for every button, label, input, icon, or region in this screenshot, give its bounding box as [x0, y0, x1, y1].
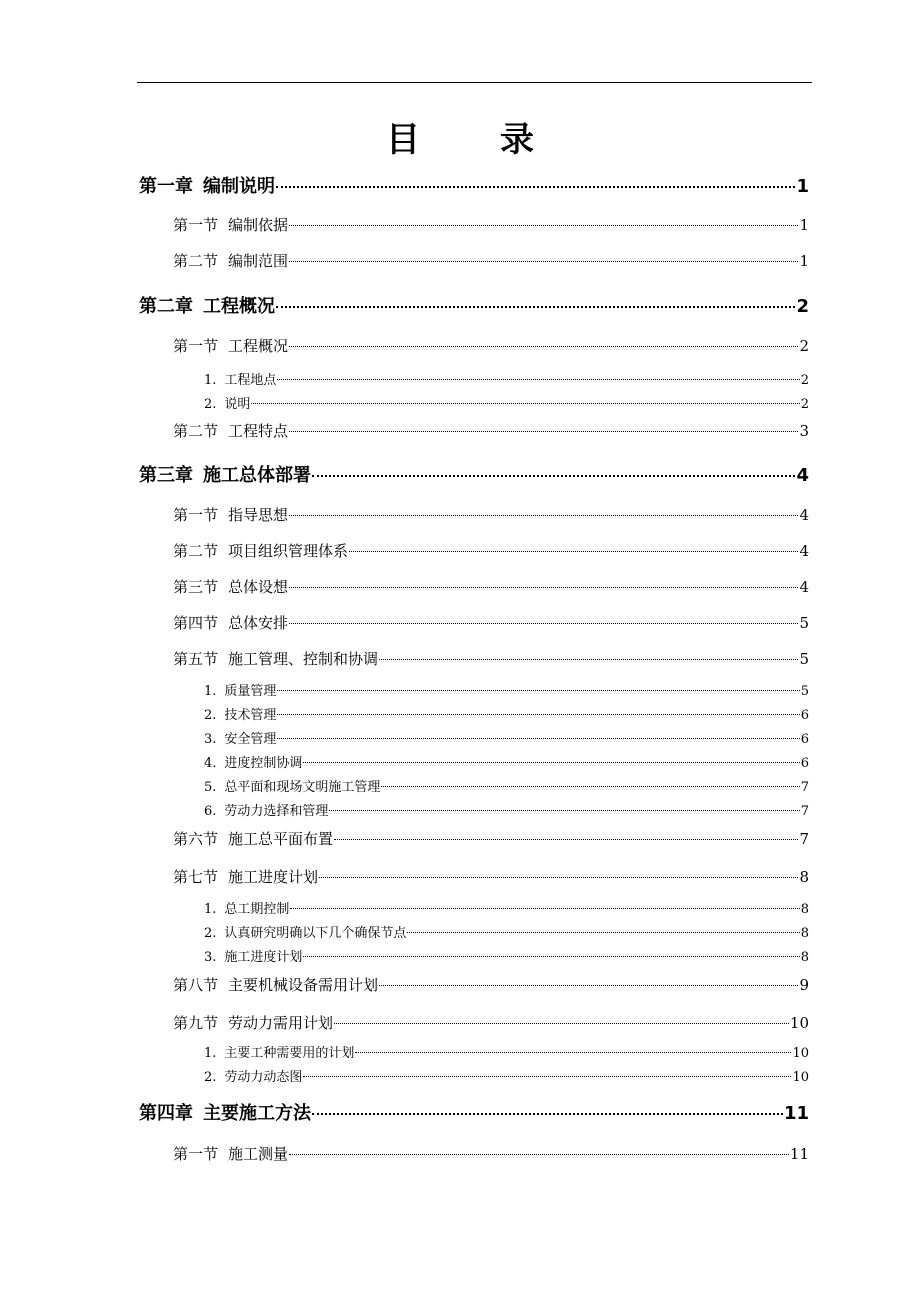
toc-section-entry[interactable] — [173, 1012, 809, 1033]
toc-entry-title: 施工测量 — [228, 1145, 289, 1163]
toc-dot-leader — [290, 908, 799, 909]
toc-page-number: 4 — [799, 506, 809, 524]
toc-dot-leader — [349, 551, 798, 552]
toc-page-number: 4 — [799, 542, 809, 560]
toc-entry-number: 6. — [204, 804, 217, 819]
toc-entry-title: 施工进度计划 — [228, 868, 319, 886]
toc-subsection-entry[interactable] — [204, 1066, 809, 1085]
toc-entry-number: 4. — [204, 756, 217, 771]
toc-subsection-entry[interactable] — [204, 369, 809, 388]
toc-dot-leader — [303, 1076, 791, 1077]
toc-entry-title: 认真研究明确以下几个确保节点 — [224, 926, 407, 941]
toc-section-entry[interactable] — [173, 540, 809, 561]
toc-dot-leader — [289, 346, 798, 347]
toc-dot-leader — [289, 587, 798, 588]
toc-entry-number: 第四节 — [173, 614, 219, 632]
toc-entry-title: 工程特点 — [228, 422, 289, 440]
toc-dot-leader — [289, 261, 798, 262]
toc-subsection-entry[interactable] — [204, 393, 809, 412]
toc-entry-number: 第一节 — [173, 1145, 219, 1163]
toc-entry-number: 1. — [204, 684, 217, 699]
toc-entry-title: 指导思想 — [228, 506, 289, 524]
toc-chapter-entry[interactable] — [139, 172, 809, 198]
toc-dot-leader — [381, 786, 799, 787]
toc-entry-number: 第三章 — [139, 465, 193, 486]
toc-entry-title: 施工进度计划 — [224, 950, 303, 965]
toc-section-entry[interactable] — [173, 335, 809, 356]
toc-page-number: 8 — [800, 902, 809, 917]
toc-dot-leader — [303, 956, 799, 957]
toc-section-entry[interactable] — [173, 214, 809, 235]
toc-page-number: 10 — [792, 1046, 809, 1061]
toc-dot-leader — [289, 515, 798, 516]
toc-page-number: 5 — [799, 614, 809, 632]
toc-section-entry[interactable] — [173, 576, 809, 597]
toc-entry-number: 第二节 — [173, 252, 219, 270]
toc-dot-leader — [277, 738, 799, 739]
toc-section-entry[interactable] — [173, 828, 809, 849]
toc-page-number: 6 — [800, 732, 809, 747]
toc-entry-title: 主要施工方法 — [203, 1103, 311, 1124]
toc-subsection-entry[interactable] — [204, 946, 809, 965]
toc-page-number: 2 — [800, 397, 809, 412]
toc-page-number: 2 — [799, 337, 809, 355]
toc-entry-title: 施工总体部署 — [203, 465, 311, 486]
toc-page-number: 10 — [792, 1070, 809, 1085]
toc-dot-leader — [407, 932, 799, 933]
toc-dot-leader — [251, 403, 799, 404]
toc-entry-number: 3. — [204, 732, 217, 747]
toc-page-number: 11 — [783, 1103, 809, 1124]
toc-entry-number: 第八节 — [173, 976, 219, 994]
toc-entry-number: 第四章 — [139, 1103, 193, 1124]
toc-subsection-entry[interactable] — [204, 800, 809, 819]
toc-dot-leader — [312, 475, 795, 477]
toc-dot-leader — [379, 985, 798, 986]
toc-dot-leader — [334, 839, 798, 840]
toc-entry-title: 质量管理 — [224, 684, 277, 699]
toc-section-entry[interactable] — [173, 504, 809, 525]
toc-page-number: 8 — [800, 950, 809, 965]
toc-section-entry[interactable] — [173, 974, 809, 995]
toc-entry-title: 劳动力选择和管理 — [224, 804, 329, 819]
toc-entry-title: 主要机械设备需用计划 — [228, 976, 379, 994]
toc-dot-leader — [289, 225, 798, 226]
toc-subsection-entry[interactable] — [204, 1042, 809, 1061]
toc-entry-number: 第一章 — [139, 176, 193, 197]
toc-entry-title: 工程地点 — [224, 373, 277, 388]
toc-page-number: 7 — [800, 804, 809, 819]
toc-page-number: 5 — [800, 684, 809, 699]
toc-page-number: 7 — [799, 830, 809, 848]
toc-entry-number: 2. — [204, 708, 217, 723]
toc-chapter-entry[interactable] — [139, 1099, 809, 1125]
toc-chapter-entry[interactable] — [139, 292, 809, 318]
toc-page-number: 7 — [800, 780, 809, 795]
toc-entry-number: 第三节 — [173, 578, 219, 596]
toc-section-entry[interactable] — [173, 648, 809, 669]
toc-dot-leader — [277, 714, 799, 715]
toc-subsection-entry[interactable] — [204, 922, 809, 941]
toc-entry-number: 1. — [204, 1046, 217, 1061]
toc-dot-leader — [289, 623, 798, 624]
toc-entry-title: 进度控制协调 — [224, 756, 303, 771]
toc-dot-leader — [289, 1154, 789, 1155]
toc-subsection-entry[interactable] — [204, 680, 809, 699]
toc-dot-leader — [289, 431, 798, 432]
toc-subsection-entry[interactable] — [204, 898, 809, 917]
toc-page-number: 1 — [796, 176, 809, 197]
toc-entry-title: 安全管理 — [224, 732, 277, 747]
toc-entry-number: 1. — [204, 902, 217, 917]
toc-entry-title: 总体设想 — [228, 578, 289, 596]
toc-section-entry[interactable] — [173, 866, 809, 887]
toc-entry-number: 1. — [204, 373, 217, 388]
toc-page-number: 4 — [799, 578, 809, 596]
toc-page-number: 4 — [796, 465, 809, 486]
toc-dot-leader — [355, 1052, 791, 1053]
toc-dot-leader — [312, 1113, 783, 1115]
toc-dot-leader — [329, 810, 799, 811]
toc-section-entry[interactable] — [173, 1143, 809, 1164]
toc-subsection-entry[interactable] — [204, 728, 809, 747]
toc-dot-leader — [277, 690, 799, 691]
toc-entry-title: 总工期控制 — [224, 902, 290, 917]
toc-page-number: 3 — [799, 422, 809, 440]
toc-section-entry[interactable] — [173, 250, 809, 271]
toc-entry-title: 主要工种需要用的计划 — [224, 1046, 355, 1061]
toc-page-number: 8 — [800, 926, 809, 941]
toc-dot-leader — [303, 762, 799, 763]
toc-subsection-entry[interactable] — [204, 776, 809, 795]
toc-chapter-entry[interactable] — [139, 461, 809, 487]
toc-entry-number: 第七节 — [173, 868, 219, 886]
toc-entry-number: 第六节 — [173, 830, 219, 848]
toc-dot-leader — [334, 1023, 789, 1024]
toc-page-number: 5 — [799, 650, 809, 668]
toc-entry-title: 项目组织管理体系 — [228, 542, 349, 560]
toc-entry-title: 技术管理 — [224, 708, 277, 723]
toc-page-number: 10 — [789, 1014, 809, 1032]
toc-entry-number: 第二节 — [173, 542, 219, 560]
toc-section-entry[interactable] — [173, 420, 809, 441]
toc-entry-title: 施工总平面布置 — [228, 830, 334, 848]
toc-entry-title: 编制依据 — [228, 216, 289, 234]
toc-page-number: 1 — [799, 252, 809, 270]
toc-entry-title: 说明 — [224, 397, 251, 412]
toc-entry-title: 劳动力动态图 — [224, 1070, 303, 1085]
toc-entry-number: 2. — [204, 1070, 217, 1085]
title-char-1: 目 — [386, 120, 420, 160]
toc-subsection-entry[interactable] — [204, 704, 809, 723]
toc-page-number: 11 — [789, 1145, 809, 1163]
toc-entry-title: 总体安排 — [228, 614, 289, 632]
toc-entry-number: 第二章 — [139, 296, 193, 317]
toc-entry-title: 劳动力需用计划 — [228, 1014, 334, 1032]
toc-section-entry[interactable] — [173, 612, 809, 633]
toc-entry-title: 工程概况 — [203, 296, 275, 317]
toc-entry-title: 工程概况 — [228, 337, 289, 355]
toc-entry-number: 5. — [204, 780, 217, 795]
toc-entry-number: 2. — [204, 926, 217, 941]
toc-entry-number: 第二节 — [173, 422, 219, 440]
toc-dot-leader — [379, 659, 798, 660]
toc-entry-number: 3. — [204, 950, 217, 965]
toc-entry-title: 施工管理、控制和协调 — [228, 650, 379, 668]
toc-page-number: 6 — [800, 756, 809, 771]
toc-dot-leader — [276, 306, 795, 308]
toc-entry-title: 总平面和现场文明施工管理 — [224, 780, 381, 795]
toc-entry-number: 第一节 — [173, 216, 219, 234]
toc-page-number: 9 — [799, 976, 809, 994]
toc-entry-title: 编制说明 — [203, 176, 275, 197]
toc-page-number: 6 — [800, 708, 809, 723]
toc-entry-number: 第一节 — [173, 506, 219, 524]
toc-page-number: 2 — [796, 296, 809, 317]
toc-dot-leader — [277, 379, 799, 380]
toc-page-number: 1 — [799, 216, 809, 234]
toc-entry-title: 编制范围 — [228, 252, 289, 270]
toc-dot-leader — [319, 877, 798, 878]
toc-subsection-entry[interactable] — [204, 752, 809, 771]
toc-page-number: 8 — [799, 868, 809, 886]
toc-page-number: 2 — [800, 373, 809, 388]
toc-entry-number: 第五节 — [173, 650, 219, 668]
toc-entry-number: 2. — [204, 397, 217, 412]
toc-entry-number: 第九节 — [173, 1014, 219, 1032]
toc-entry-number: 第一节 — [173, 337, 219, 355]
toc-dot-leader — [276, 186, 795, 188]
title-char-2: 录 — [500, 120, 534, 160]
